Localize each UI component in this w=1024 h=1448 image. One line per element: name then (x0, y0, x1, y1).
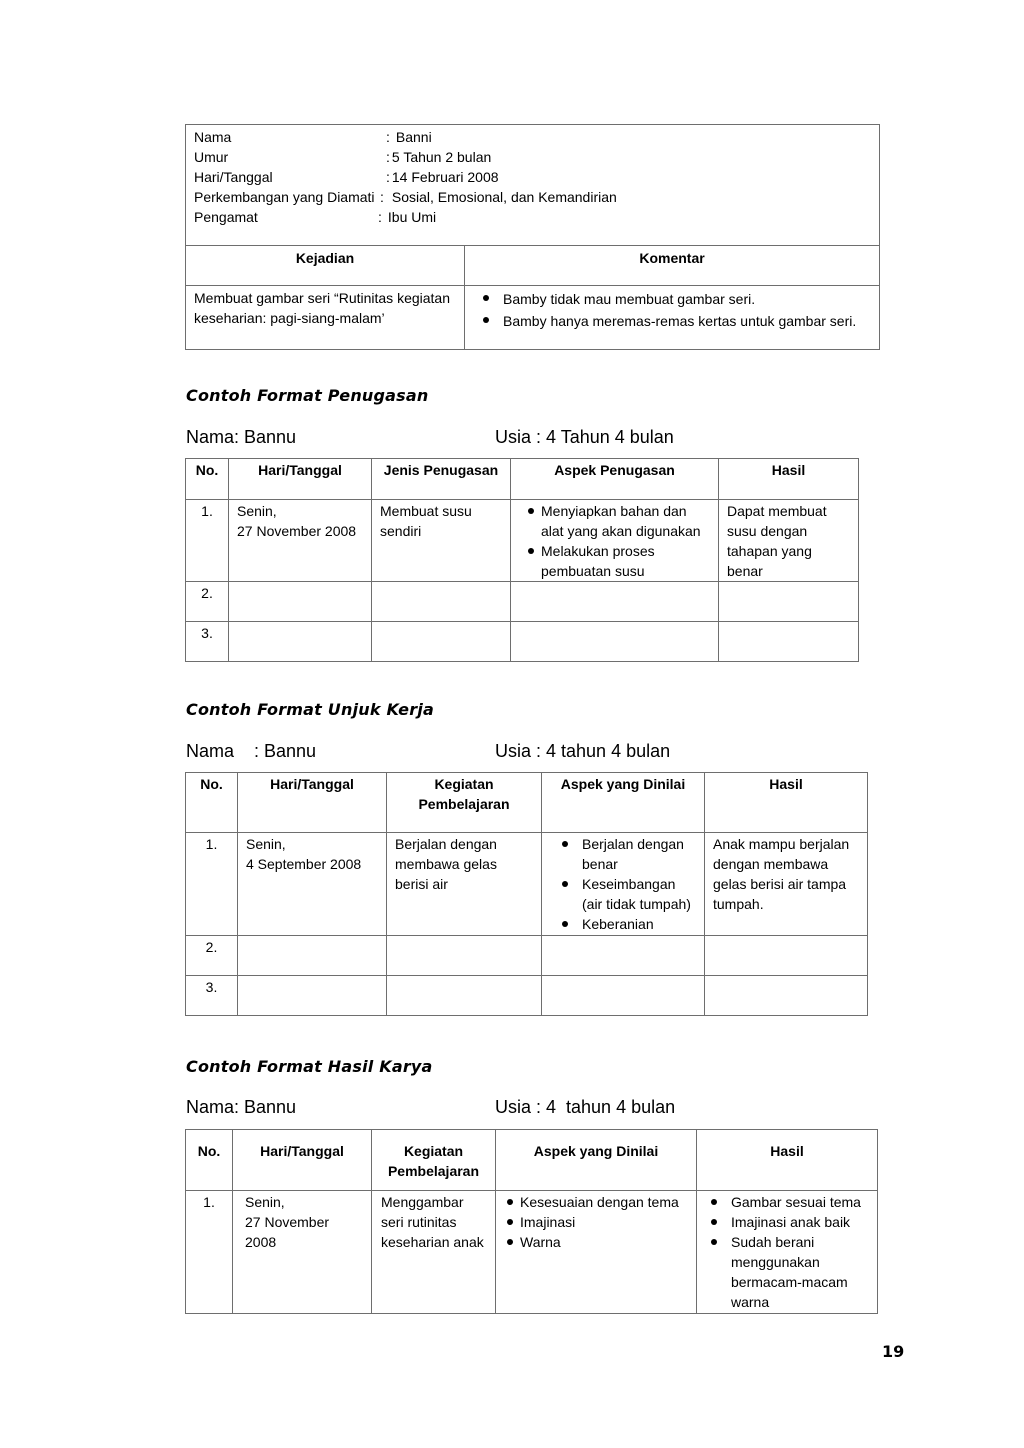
heading-penugasan: Contoh Format Penugasan (186, 386, 429, 405)
aspek-list (552, 834, 696, 934)
empty-cell (719, 582, 859, 622)
header-kegiatan: Kegiatan Pembelajaran (372, 1130, 496, 1191)
empty-cell (705, 976, 868, 1016)
list-item: Sudah berani menggunakan bermacam-macam warna (701, 1232, 869, 1312)
hasil-list (701, 1192, 869, 1312)
info-label: Nama (194, 129, 232, 145)
cell-aspek (542, 833, 705, 936)
header-aspek: Aspek yang Dinilai (542, 773, 705, 833)
cell-kegiatan: Menggambar seri rutinitas keseharian anak (372, 1191, 496, 1314)
header-no: No. (186, 773, 238, 833)
penugasan-age: Usia : 4 Tahun 4 bulan (495, 427, 674, 447)
list-item: Keberanian (552, 914, 696, 934)
cell-hasil (697, 1191, 878, 1314)
table-row (186, 1191, 878, 1314)
empty-cell (511, 582, 719, 622)
table-row (186, 936, 868, 976)
hasil-karya-name: Nama: Bannu (186, 1097, 297, 1117)
empty-cell (229, 622, 372, 662)
empty-cell (511, 622, 719, 662)
info-row-perkembangan (194, 187, 871, 207)
hasil-karya-age: Usia : 4 tahun 4 bulan (495, 1097, 676, 1117)
empty-cell (229, 582, 372, 622)
list-item: Gambar sesuai tema (701, 1192, 869, 1212)
info-label: Umur (194, 149, 229, 165)
cell-kegiatan: Berjalan dengan membawa gelas berisi air (387, 833, 542, 936)
header-komentar: Komentar (465, 246, 880, 286)
empty-cell (238, 976, 387, 1016)
cell-aspek (511, 500, 719, 582)
list-item: Keseimbangan (air tidak tumpah) (552, 874, 696, 914)
info-row-hari-tanggal (194, 167, 871, 187)
unjuk-kerja-table (185, 772, 868, 1016)
header-no: No. (186, 459, 229, 500)
empty-cell (387, 936, 542, 976)
header-hasil: Hasil (705, 773, 868, 833)
observation-info (186, 125, 880, 246)
info-sep: : (386, 169, 390, 185)
komentar-cell (465, 286, 880, 350)
info-value: 5 Tahun 2 bulan (391, 149, 492, 165)
cell-date: 27 November 2008 (245, 1214, 330, 1250)
hasil-karya-table (185, 1129, 878, 1314)
cell-no: 1. (186, 500, 229, 582)
cell-date: 4 September 2008 (246, 856, 362, 872)
cell-day: Senin, (237, 503, 277, 519)
cell-no: 3. (186, 622, 229, 662)
header-hari-tanggal: Hari/Tanggal (238, 773, 387, 833)
empty-cell (372, 622, 511, 662)
unjuk-kerja-name: Nama : Bannu (186, 741, 317, 761)
aspek-list (527, 501, 710, 581)
cell-no: 1. (186, 1191, 233, 1314)
page-number: 19 (882, 1342, 905, 1361)
header-aspek: Aspek yang Dinilai (496, 1130, 697, 1191)
list-item: Bamby tidak mau membuat gambar seri. (473, 288, 871, 310)
cell-hari-tanggal (233, 1191, 372, 1314)
cell-aspek (496, 1191, 697, 1314)
header-hasil: Hasil (697, 1130, 878, 1191)
table-row (186, 833, 868, 936)
cell-no: 2. (186, 936, 238, 976)
header-hari-tanggal: Hari/Tanggal (229, 459, 372, 500)
info-value: Banni (395, 129, 432, 145)
header-no: No. (186, 1130, 233, 1191)
cell-no: 1. (186, 833, 238, 936)
heading-hasil-karya: Contoh Format Hasil Karya (186, 1057, 433, 1076)
cell-date: 27 November 2008 (237, 523, 357, 539)
header-aspek-penugasan: Aspek Penugasan (511, 459, 719, 500)
kejadian-cell: Membuat gambar seri “Rutinitas kegiatan keseharian: pagi-siang-malam’ (186, 286, 465, 350)
empty-cell (705, 936, 868, 976)
observation-table (185, 124, 880, 350)
cell-hasil: Dapat membuat susu dengan tahapan yang benar (719, 500, 859, 582)
list-item: Kesesuaian dengan tema (506, 1192, 688, 1212)
info-row-pengamat (194, 207, 871, 227)
list-item: Imajinasi anak baik (701, 1212, 869, 1232)
info-value: Sosial, Emosional, dan Kemandirian (391, 189, 617, 205)
list-item: Berjalan dengan benar (552, 834, 696, 874)
info-row-umur (194, 147, 871, 167)
header-kegiatan: Kegiatan Pembelajaran (387, 773, 542, 833)
info-value: Ibu Umi (387, 209, 437, 225)
empty-cell (542, 976, 705, 1016)
info-label: Pengamat (194, 209, 258, 225)
empty-cell (542, 936, 705, 976)
table-row (186, 622, 859, 662)
cell-jenis: Membuat susu sendiri (372, 500, 511, 582)
info-sep: : (378, 209, 382, 225)
cell-hari-tanggal (238, 833, 387, 936)
komentar-list (473, 288, 871, 332)
cell-hari-tanggal (229, 500, 372, 582)
list-item: Warna (506, 1232, 688, 1252)
cell-day: Senin, (246, 836, 286, 852)
cell-no: 3. (186, 976, 238, 1016)
header-hari-tanggal: Hari/Tanggal (233, 1130, 372, 1191)
unjuk-kerja-age: Usia : 4 tahun 4 bulan (495, 741, 671, 761)
header-jenis-penugasan: Jenis Penugasan (372, 459, 511, 500)
aspek-list (506, 1192, 688, 1252)
heading-unjuk-kerja: Contoh Format Unjuk Kerja (186, 700, 434, 719)
cell-hasil: Anak mampu berjalan dengan membawa gelas berisi air tampa tumpah. (705, 833, 868, 936)
penugasan-table (185, 458, 859, 662)
info-label: Perkembangan yang Diamati (194, 189, 375, 205)
empty-cell (238, 936, 387, 976)
cell-no: 2. (186, 582, 229, 622)
info-label: Hari/Tanggal (194, 169, 273, 185)
table-row (186, 500, 859, 582)
cell-day: Senin, (245, 1194, 285, 1210)
table-row (186, 976, 868, 1016)
list-item: Imajinasi (506, 1212, 688, 1232)
info-value: 14 Februari 2008 (391, 169, 499, 185)
info-sep: : (386, 149, 390, 165)
info-sep: : (386, 129, 390, 145)
list-item: Bamby hanya meremas-remas kertas untuk gambar seri. (473, 310, 871, 332)
penugasan-name: Nama: Bannu (186, 427, 297, 447)
header-kejadian: Kejadian (186, 246, 465, 286)
info-row-nama (194, 127, 871, 147)
header-hasil: Hasil (719, 459, 859, 500)
info-sep: : (380, 189, 384, 205)
empty-cell (719, 622, 859, 662)
table-row (186, 582, 859, 622)
list-item: Melakukan proses pembuatan susu (527, 541, 710, 581)
empty-cell (387, 976, 542, 1016)
list-item: Menyiapkan bahan dan alat yang akan digunakan (527, 501, 710, 541)
empty-cell (372, 582, 511, 622)
